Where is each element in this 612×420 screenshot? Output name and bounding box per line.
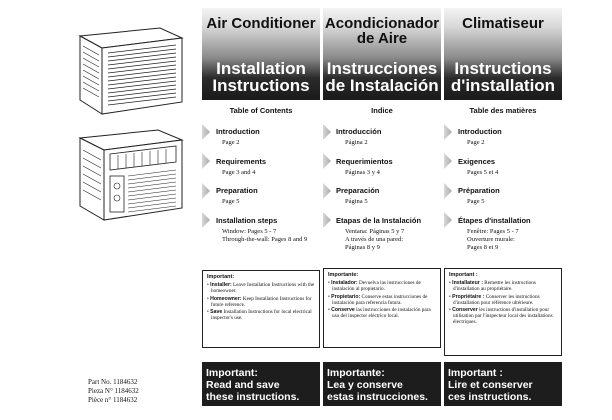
subtitle-english: Air Conditioner [206, 15, 316, 32]
arrow-icon [444, 153, 452, 169]
toc-entry-detail: Fenêtre: Pages 5 - 7 [467, 228, 519, 235]
toc-entry-detail: Through-the-wall: Pages 8 and 9 [222, 236, 308, 243]
arrow-icon [202, 212, 210, 228]
toc-entry-detail: Página 5 [345, 198, 368, 205]
important-item: • Installer: Leave Installation Instructions with the homeowner. [207, 282, 315, 295]
arrow-icon [202, 124, 210, 140]
important-item: • Conserve las instrucciones de instalación para uso del inspector eléctrico local. [328, 307, 431, 320]
arrow-icon [323, 124, 331, 140]
header-english [202, 8, 320, 100]
air-conditioner-illustration-top [70, 26, 190, 118]
part-numbers [88, 378, 139, 405]
toc-entry-title[interactable]: Introducción [336, 127, 382, 136]
subtitle-spanish: Acondicionador de Aire [324, 15, 440, 47]
toc-entry-title[interactable]: Exigences [458, 157, 496, 166]
arrow-icon [202, 183, 210, 199]
part-number-english: Part No. 1184632 [88, 378, 138, 386]
subtitle-french: Climatiseur [462, 15, 544, 32]
toc-entry-title[interactable]: Préparation [458, 186, 500, 195]
arrow-icon [202, 153, 210, 169]
toc-title-french: Table des matières [469, 106, 537, 115]
important-item: • Instalador: Devuelva las instrucciones de instalación al propietario. [328, 280, 421, 293]
part-number-french: Pièce n° 1184632 [88, 396, 138, 404]
toc-entry-title[interactable]: Preparación [336, 186, 380, 195]
important-heading: Importante: [328, 272, 359, 278]
toc-entry-detail: Pages 8 et 9 [467, 244, 499, 251]
save-instructions-band-spanish: Importante: Lea y conserve estas instrucciones. [323, 362, 441, 406]
header-french [444, 8, 562, 100]
save-instructions-band-english: Important: Read and save these instructions. [202, 362, 320, 406]
arrow-icon [444, 124, 452, 140]
air-conditioner-illustration-bottom [70, 126, 190, 224]
save-instructions-band-french: Important : Lire et conserver ces instructions. [444, 362, 562, 406]
toc-entry-title[interactable]: Preparation [216, 186, 258, 195]
toc-entry-title[interactable]: Installation steps [216, 216, 278, 225]
important-item: • Propietario: Conserve estas instrucciones de instalación para referencia futura. [328, 293, 428, 306]
arrow-icon [323, 183, 331, 199]
arrow-icon [444, 212, 452, 228]
header-spanish [323, 8, 441, 100]
toc-entry-detail: Page 2 [467, 139, 485, 146]
toc-title-english: Table of Contents [229, 106, 293, 115]
important-heading: Important : [449, 272, 478, 278]
toc-entry-detail: Page 5 [222, 198, 240, 205]
toc-entry-detail: Ouverture murale: [467, 236, 515, 243]
important-box-french [444, 268, 562, 356]
title-spanish: Instrucciones de Instalación [325, 59, 439, 95]
column-french [444, 8, 562, 120]
toc-entry-detail: Páginas 3 y 4 [345, 169, 380, 176]
important-heading: Important: [207, 274, 235, 280]
important-item: • Propriétaire : Conserver les instructions d'installation pour référence ultérieure. [449, 293, 540, 306]
important-item: • Homeowner: Keep Installation Instructions for future reference. [207, 295, 312, 308]
toc-entry-detail: Páginas 8 y 9 [345, 244, 380, 251]
important-item: • Save Installation Instructions for local electrical inspector's use. [207, 309, 312, 322]
column-english [202, 8, 320, 120]
toc-entry-title[interactable]: Requirements [216, 157, 267, 166]
part-number-spanish: Pieza N° 1184632 [88, 387, 139, 395]
toc-entry-detail: Page 2 [222, 139, 240, 146]
title-english: Installation Instructions [212, 59, 310, 95]
toc-entry-title[interactable]: Étapes d'installation [458, 216, 531, 225]
toc-entry-detail: A través de una pared: [345, 236, 404, 243]
important-box-spanish [323, 268, 441, 348]
important-item: • Conserver les instructions d'installation pour utilisation par l'inspecteur local des installations électriques. [449, 307, 553, 326]
toc-entry-detail: Página 2 [345, 139, 368, 146]
toc-title-spanish: Indice [371, 106, 393, 115]
toc-entry-title[interactable]: Requerimientos [336, 157, 393, 166]
important-item: • Installateur : Remettre les instructions d'installation au propriétaire. [449, 280, 536, 293]
important-box-english [202, 270, 320, 348]
arrow-icon [323, 212, 331, 228]
toc-entry-title[interactable]: Introduction [216, 127, 260, 136]
toc-entry-detail: Page 5 [467, 198, 485, 205]
column-spanish [323, 8, 441, 120]
toc-entry-detail: Window: Pages 5 - 7 [222, 228, 277, 235]
arrow-icon [444, 183, 452, 199]
arrow-icon [323, 153, 331, 169]
toc-entry-detail: Page 3 and 4 [222, 169, 256, 176]
title-french: Instructions d'installation [450, 59, 556, 95]
toc-entry-detail: Pages 5 et 4 [467, 169, 499, 176]
toc-entry-title[interactable]: Introduction [458, 127, 502, 136]
toc-entry-detail: Ventana: Páginas 5 y 7 [345, 228, 405, 235]
toc-entry-title[interactable]: Etapas de la Instalación [336, 216, 422, 225]
